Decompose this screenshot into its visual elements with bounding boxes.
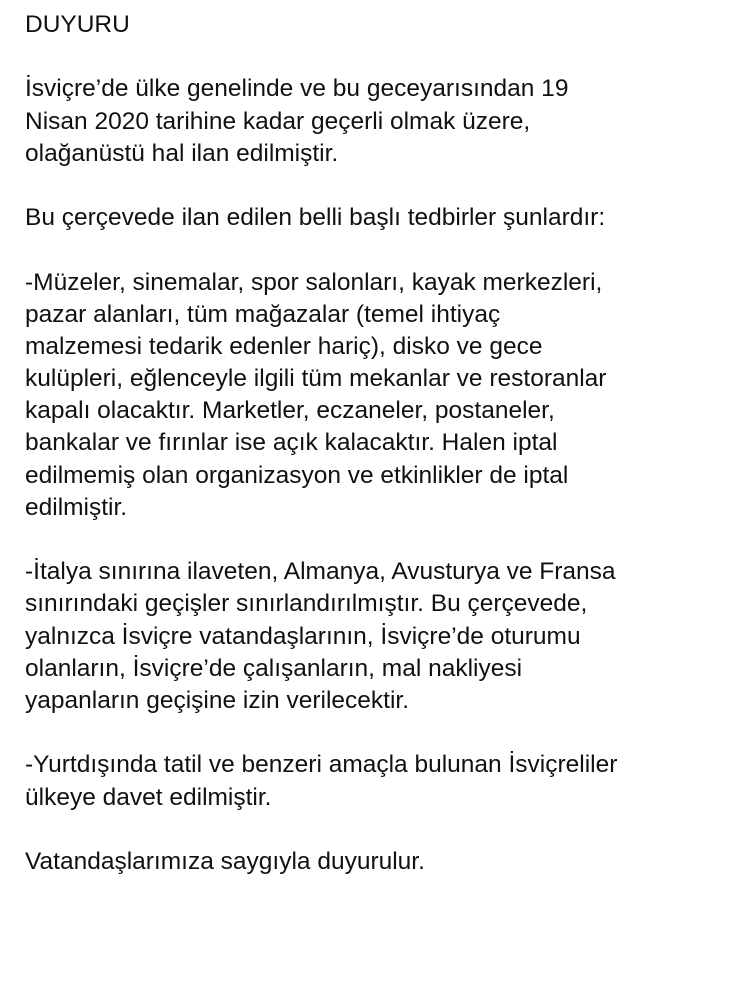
announcement-document (25, 9, 730, 878)
text-line: pazar alanları, tüm mağazalar (temel ihtiyaç (25, 300, 501, 328)
text-line: bankalar ve fırınlar ise açık kalacaktır. Halen iptal (25, 429, 558, 457)
text-line: olanların, İsviçre’de çalışanların, mal nakliyesi (25, 654, 523, 682)
text-line: edilmemiş olan organizasyon ve etkinlikler de iptal (25, 461, 569, 489)
text-line: sınırındaki geçişler sınırlandırılmıştır. Bu çerçevede, (25, 590, 588, 618)
text-line: Nisan 2020 tarihine kadar geçerli olmak üzere, (25, 107, 531, 135)
paragraph-gap (25, 717, 730, 749)
measures-intro-paragraph (25, 202, 730, 234)
document-title: DUYURU (25, 11, 130, 38)
text-line: malzemesi tedarik edenler hariç), disko ve gece (25, 332, 543, 360)
closing-paragraph (25, 846, 730, 878)
text-line: edilmiştir. (25, 493, 128, 521)
text-line: kulüpleri, eğlenceyle ilgili tüm mekanlar ve restoranlar (25, 365, 607, 393)
text-line: -İtalya sınırına ilaveten, Almanya, Avusturya ve Fransa (25, 558, 616, 586)
text-line: yapanların geçişine izin verilecektir. (25, 686, 410, 714)
measure-1-paragraph (25, 267, 730, 525)
text-line: Bu çerçevede ilan edilen belli başlı tedbirler şunlardır: (25, 204, 606, 232)
text-line: Vatandaşlarımıza saygıyla duyurulur. (25, 847, 425, 875)
text-line: kapalı olacaktır. Marketler, eczaneler, postaneler, (25, 397, 555, 425)
intro-paragraph (25, 73, 730, 170)
text-line: -Yurtdışında tatil ve benzeri amaçla bulunan İsviçreliler (25, 751, 618, 779)
paragraph-gap (25, 814, 730, 846)
text-line: -Müzeler, sinemalar, spor salonları, kayak merkezleri, (25, 268, 603, 296)
paragraph-gap (25, 170, 730, 202)
paragraph-gap (25, 41, 730, 73)
text-line: ülkeye davet edilmiştir. (25, 783, 272, 811)
text-line: İsviçre’de ülke genelinde ve bu geceyarısından 19 (25, 75, 569, 103)
paragraph-gap (25, 234, 730, 266)
measure-3-paragraph (25, 749, 730, 813)
text-line: olağanüstü hal ilan edilmiştir. (25, 139, 339, 167)
paragraph-gap (25, 524, 730, 556)
measure-2-paragraph (25, 556, 730, 717)
text-line: yalnızca İsviçre vatandaşlarının, İsviçre’de oturumu (25, 622, 581, 650)
